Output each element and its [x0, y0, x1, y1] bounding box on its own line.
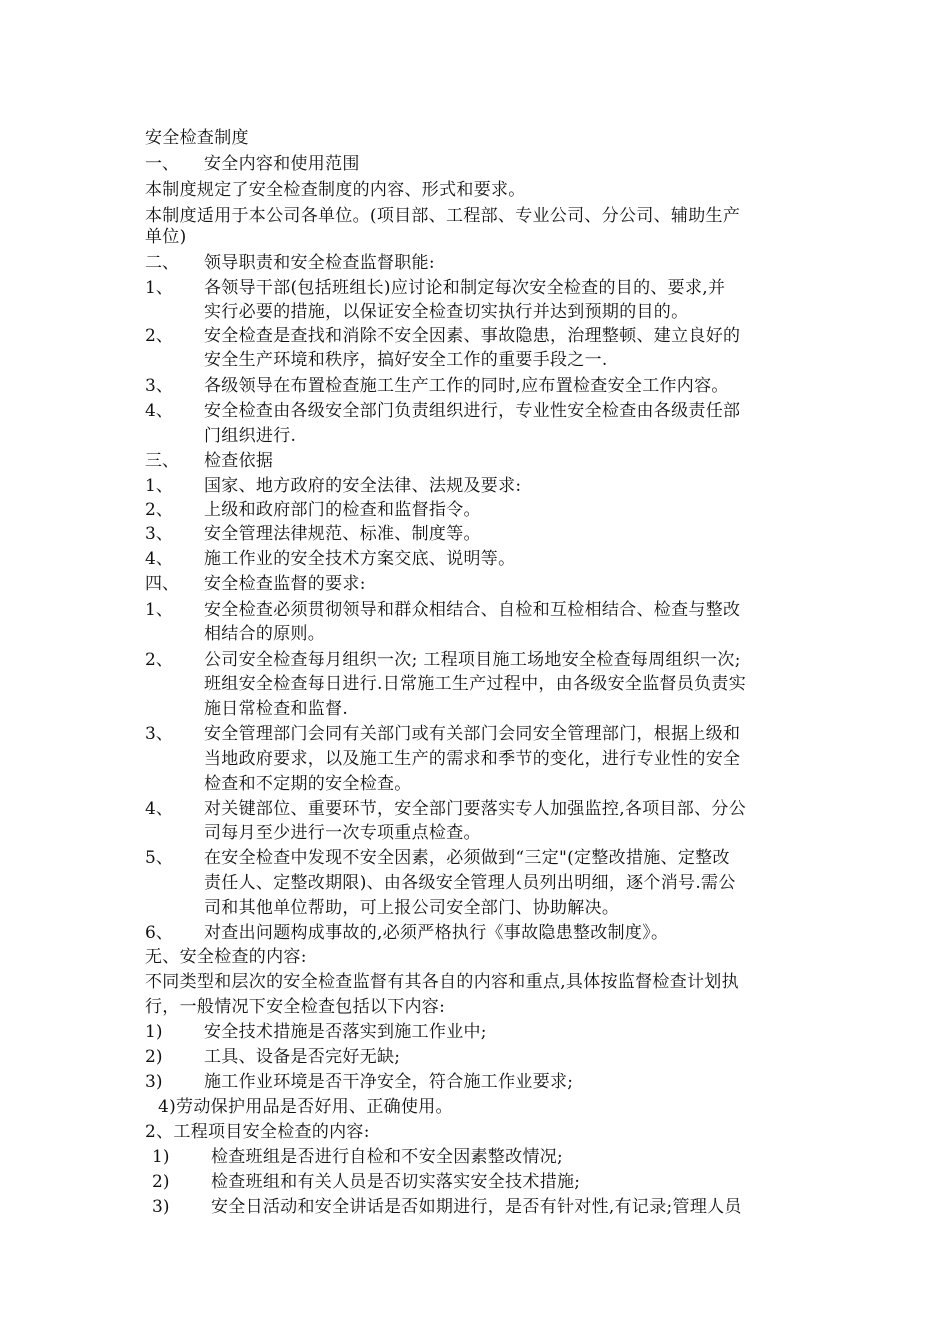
- section-heading: 安全检查监督的要求:: [204, 574, 366, 594]
- paragraph-line: 行，一般情况下安全检查包括以下内容:: [145, 997, 446, 1017]
- item-text: 工具、设备是否完好无缺;: [204, 1047, 401, 1067]
- item-text: 安全检查是查找和消除不安全因素、事故隐患，治理整顿、建立良好的: [204, 326, 741, 346]
- item-text: 上级和政府部门的检查和监督指令。: [204, 500, 481, 520]
- item-number: 1、: [145, 476, 173, 496]
- item-text: 安全日活动和安全讲话是否如期进行，是否有针对性,有记录;管理人员: [211, 1197, 742, 1217]
- item-number: 4、: [145, 799, 173, 819]
- item-text: 安全检查由各级安全部门负责组织进行，专业性安全检查由各级责任部: [204, 401, 741, 421]
- item-text: 在安全检查中发现不安全因素，必须做到“三定"(定整改措施、定整改: [204, 848, 730, 868]
- item-text: 施工作业的安全技术方案交底、说明等。: [204, 549, 516, 569]
- item-number: 4、: [145, 401, 173, 421]
- item-number: 2、: [145, 500, 173, 520]
- item-text: 对关键部位、重要环节，安全部门要落实专人加强监控,各项目部、分公: [204, 799, 747, 819]
- item-text: 司每月至少进行一次专项重点检查。: [204, 823, 481, 843]
- item-text: 当地政府要求，以及施工生产的需求和季节的变化，进行专业性的安全: [204, 749, 741, 769]
- item-number: 6、: [145, 923, 173, 943]
- item-number: 1): [145, 1022, 163, 1042]
- section-heading: 检查依据: [204, 451, 274, 471]
- item-text: 检查和不定期的安全检查。: [204, 774, 412, 794]
- item-text: 施工作业环境是否干净安全，符合施工作业要求;: [204, 1072, 574, 1092]
- paragraph-line: 本制度适用于本公司各单位。(项目部、工程部、专业公司、分公司、辅助生产: [145, 206, 741, 226]
- section-number: 三、: [145, 451, 179, 471]
- list-item: 4)劳动保护用品是否好用、正确使用。: [158, 1097, 453, 1117]
- document-title: 安全检查制度: [145, 128, 249, 148]
- item-text: 检查班组和有关人员是否切实落实安全技术措施;: [211, 1172, 581, 1192]
- item-text: 实行必要的措施，以保证安全检查切实执行并达到预期的目的。: [204, 302, 689, 322]
- item-text: 班组安全检查每日进行.日常施工生产过程中，由各级安全监督员负责实: [204, 674, 747, 694]
- section-heading: 领导职责和安全检查监督职能:: [204, 253, 435, 273]
- section-number: 一、: [145, 154, 179, 174]
- section-number: 四、: [145, 574, 179, 594]
- item-text: 司和其他单位帮助，可上报公司安全部门、协助解决。: [204, 898, 620, 918]
- item-text: 检查班组是否进行自检和不安全因素整改情况;: [211, 1147, 564, 1167]
- item-text: 责任人、定整改期限)、由各级安全管理人员列出明细，逐个消号.需公: [204, 873, 736, 893]
- item-text: 国家、地方政府的安全法律、法规及要求:: [204, 476, 522, 496]
- item-text: 安全生产环境和秩序，搞好安全工作的重要手段之一.: [204, 350, 608, 370]
- item-number: 2): [152, 1172, 170, 1192]
- section-number: 二、: [145, 253, 179, 273]
- paragraph-line: 不同类型和层次的安全检查监督有其各自的内容和重点,具体按监督检查计划执: [145, 972, 739, 992]
- section-heading: 无、安全检查的内容:: [145, 947, 307, 967]
- item-text: 相结合的原则。: [204, 624, 326, 644]
- item-number: 3): [145, 1072, 163, 1092]
- item-number: 3、: [145, 376, 173, 396]
- item-number: 2、: [145, 326, 173, 346]
- section-heading: 2、工程项目安全检查的内容:: [145, 1122, 370, 1142]
- item-text: 公司安全检查每月组织一次; 工程项目施工场地安全检查每周组织一次;: [204, 650, 741, 670]
- item-number: 1、: [145, 600, 173, 620]
- item-text: 安全管理部门会同有关部门或有关部门会同安全管理部门，根据上级和: [204, 724, 741, 744]
- item-text: 门组织进行.: [204, 426, 297, 446]
- paragraph-line: 单位): [145, 227, 187, 247]
- item-text: 对查出问题构成事故的,必须严格执行《事故隐患整改制度》。: [204, 923, 669, 943]
- item-number: 1): [152, 1147, 170, 1167]
- section-heading: 安全内容和使用范围: [204, 154, 360, 174]
- item-text: 施日常检查和监督.: [204, 699, 349, 719]
- item-number: 3、: [145, 524, 173, 544]
- item-number: 4、: [145, 549, 173, 569]
- item-number: 1、: [145, 278, 173, 298]
- item-number: 2): [145, 1047, 163, 1067]
- item-text: 各级领导在布置检查施工生产工作的同时,应布置检查安全工作内容。: [204, 376, 729, 396]
- item-text: 各领导干部(包括班组长)应讨论和制定每次安全检查的目的、要求,并: [204, 278, 726, 298]
- item-number: 2、: [145, 650, 173, 670]
- paragraph-line: 本制度规定了安全检查制度的内容、形式和要求。: [145, 180, 526, 200]
- item-text: 安全技术措施是否落实到施工作业中;: [204, 1022, 487, 1042]
- item-number: 5、: [145, 848, 173, 868]
- item-number: 3): [152, 1197, 170, 1217]
- item-text: 安全检查必须贯彻领导和群众相结合、自检和互检相结合、检查与整改: [204, 600, 741, 620]
- item-text: 安全管理法律规范、标准、制度等。: [204, 524, 481, 544]
- item-number: 3、: [145, 724, 173, 744]
